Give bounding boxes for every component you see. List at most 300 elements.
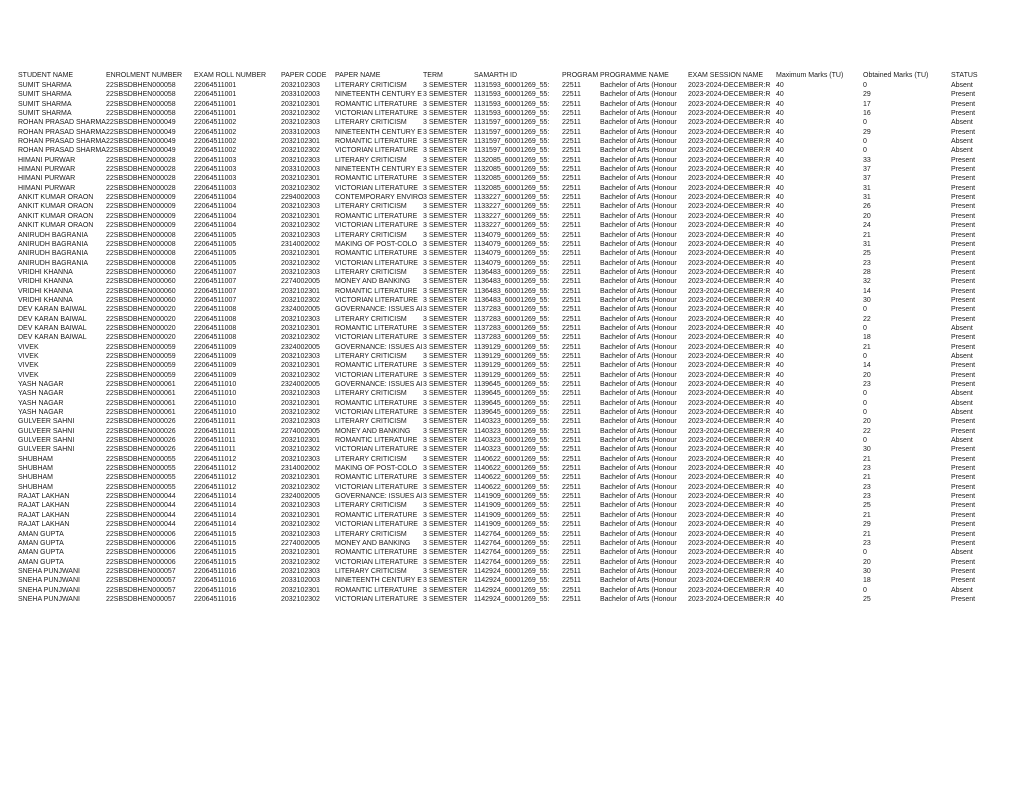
cell-exam-session-name: 2023-2024-DECEMBER:R xyxy=(688,539,771,547)
cell-exam-session-name: 2023-2024-DECEMBER:R xyxy=(688,446,771,454)
cell-exam-session-name: 2023-2024-DECEMBER:R xyxy=(688,138,771,146)
cell-obtained-marks: 21 xyxy=(863,343,871,351)
table-row xyxy=(18,221,980,230)
cell-paper-name: ROMANTIC LITERATURE xyxy=(335,100,418,108)
cell-exam-roll-number: 22064511002 xyxy=(194,138,237,146)
table-row xyxy=(18,315,980,324)
cell-exam-session-name: 2023-2024-DECEMBER:R xyxy=(688,250,771,258)
cell-student-name: AMAN GUPTA xyxy=(18,549,64,557)
table-row xyxy=(18,202,980,211)
cell-paper-name: VICTORIAN LITERATURE xyxy=(335,409,418,417)
cell-samarth-id: 1136483_60001269_55: xyxy=(474,278,550,286)
cell-maximum-marks: 40 xyxy=(776,259,784,267)
cell-samarth-id: 1139129_60001269_55: xyxy=(474,362,550,370)
cell-samarth-id: 1139645_60001269_55: xyxy=(474,381,550,388)
cell-samarth-id: 1141909_60001269_55: xyxy=(474,493,550,501)
cell-status: Present xyxy=(951,100,976,108)
cell-obtained-marks: 0 xyxy=(863,147,867,155)
cell-samarth-id: 1134079_60001269_55: xyxy=(474,259,550,267)
table-row xyxy=(18,249,980,258)
cell-paper-code: 2032102303 xyxy=(281,418,320,426)
cell-term: 3 SEMESTER xyxy=(423,156,468,164)
cell-student-name: HIMANI PURWAR xyxy=(18,175,76,183)
cell-maximum-marks: 40 xyxy=(776,166,784,174)
cell-status: Present xyxy=(951,128,976,136)
cell-samarth-id: 1137283_60001269_55: xyxy=(474,306,550,314)
cell-maximum-marks: 40 xyxy=(776,203,784,211)
cell-paper-name: ROMANTIC LITERATURE xyxy=(335,362,418,370)
cell-enrolment-number: 22SBSDBHEN000008 xyxy=(106,250,176,258)
cell-samarth-id: 1140622_60001269_55: xyxy=(474,465,550,473)
cell-obtained-marks: 14 xyxy=(863,362,871,370)
cell-enrolment-number: 22SBSDBHEN000020 xyxy=(106,334,176,342)
cell-exam-session-name: 2023-2024-DECEMBER:R xyxy=(688,586,771,594)
cell-obtained-marks: 20 xyxy=(863,418,871,426)
cell-enrolment-number: 22SBSDBHEN000006 xyxy=(106,539,176,547)
cell-enrolment-number: 22SBSDBHEN000061 xyxy=(106,390,176,398)
cell-enrolment-number: 22SBSDBHEN000057 xyxy=(106,595,176,603)
cell-student-name: SHUBHAM xyxy=(18,474,54,482)
cell-status: Present xyxy=(951,175,976,183)
table-row xyxy=(18,268,980,277)
cell-paper-name: VICTORIAN LITERATURE xyxy=(335,259,418,267)
cell-samarth-id: 1139645_60001269_55: xyxy=(474,390,550,398)
cell-programme-name: Bachelor of Arts (Honour xyxy=(600,231,677,239)
cell-paper-code: 2033102003 xyxy=(281,577,320,585)
cell-exam-roll-number: 22064511016 xyxy=(194,586,237,594)
cell-student-name: SUMIT SHARMA xyxy=(18,91,72,99)
column-header-samarth-id: SAMARTH ID xyxy=(474,72,518,79)
cell-exam-session-name: 2023-2024-DECEMBER:R xyxy=(688,128,771,136)
cell-exam-roll-number: 22064511011 xyxy=(194,427,236,435)
cell-program: 22511 xyxy=(562,231,581,239)
cell-term: 3 SEMESTER xyxy=(423,147,468,155)
cell-program: 22511 xyxy=(562,259,581,267)
cell-maximum-marks: 40 xyxy=(776,91,784,99)
cell-status: Present xyxy=(951,194,976,202)
cell-paper-name: LITERARY CRITICISM xyxy=(335,418,407,426)
cell-status: Present xyxy=(951,427,976,435)
cell-paper-code: 2032102301 xyxy=(281,212,320,220)
cell-status: Absent xyxy=(951,409,973,417)
cell-paper-code: 2324002005 xyxy=(281,381,320,388)
cell-enrolment-number: 22SBSDBHEN000059 xyxy=(106,343,176,351)
cell-samarth-id: 1139129_60001269_55: xyxy=(474,352,550,360)
cell-samarth-id: 1142924_60001269_55: xyxy=(474,577,550,585)
cell-programme-name: Bachelor of Arts (Honour xyxy=(600,595,677,603)
cell-programme-name: Bachelor of Arts (Honour xyxy=(600,203,677,211)
cell-samarth-id: 1132085_60001269_55: xyxy=(474,184,550,192)
cell-exam-roll-number: 22064511015 xyxy=(194,558,237,566)
table-row xyxy=(18,361,980,370)
cell-student-name: HIMANI PURWAR xyxy=(18,156,76,164)
cell-paper-name: VICTORIAN LITERATURE xyxy=(335,296,418,304)
cell-samarth-id: 1140323_60001269_55: xyxy=(474,446,550,454)
cell-status: Present xyxy=(951,334,976,342)
cell-exam-roll-number: 22064511010 xyxy=(194,390,237,398)
cell-term: 3 SEMESTER xyxy=(423,110,468,118)
cell-exam-roll-number: 22064511012 xyxy=(194,455,237,463)
table-row xyxy=(18,146,980,155)
cell-student-name: DEV KARAN BAIWAL xyxy=(18,324,87,332)
cell-paper-name: LITERARY CRITICISM xyxy=(335,119,407,127)
cell-student-name: GULVEER SAHNI xyxy=(18,418,75,426)
cell-obtained-marks: 23 xyxy=(863,483,871,491)
cell-enrolment-number: 22SBSDBHEN000026 xyxy=(106,418,176,426)
cell-exam-roll-number: 22064511011 xyxy=(194,446,236,454)
cell-enrolment-number: 22SBSDBHEN000049 xyxy=(106,138,176,146)
cell-paper-code: 2032102302 xyxy=(281,595,320,603)
cell-programme-name: Bachelor of Arts (Honour xyxy=(600,511,677,519)
header-row xyxy=(18,71,980,81)
cell-paper-name: ROMANTIC LITERATURE xyxy=(335,287,418,295)
cell-program: 22511 xyxy=(562,390,581,398)
cell-obtained-marks: 37 xyxy=(863,175,871,183)
cell-term: 3 SEMESTER xyxy=(423,390,468,398)
cell-student-name: SUMIT SHARMA xyxy=(18,100,72,108)
cell-program: 22511 xyxy=(562,493,581,501)
cell-paper-code: 2032102301 xyxy=(281,175,320,183)
cell-maximum-marks: 40 xyxy=(776,409,784,417)
cell-maximum-marks: 40 xyxy=(776,128,784,136)
column-header-obtained-marks: Obtained Marks (TU) xyxy=(863,72,929,79)
cell-status: Present xyxy=(951,250,976,258)
cell-program: 22511 xyxy=(562,418,581,426)
cell-term: 3 SEMESTER xyxy=(423,287,468,295)
cell-program: 22511 xyxy=(562,362,581,370)
cell-exam-roll-number: 22064511008 xyxy=(194,306,237,314)
cell-exam-session-name: 2023-2024-DECEMBER:R xyxy=(688,296,771,304)
cell-paper-name: ROMANTIC LITERATURE xyxy=(335,549,418,557)
cell-enrolment-number: 22SBSDBHEN000006 xyxy=(106,558,176,566)
cell-program: 22511 xyxy=(562,502,581,510)
cell-enrolment-number: 22SBSDBHEN000009 xyxy=(106,203,176,211)
cell-term: 3 SEMESTER xyxy=(423,119,468,127)
column-header-enrolment-number: ENROLMENT NUMBER xyxy=(106,72,183,79)
cell-term: 3 SEMESTER xyxy=(423,222,468,230)
cell-paper-name: MONEY AND BANKING xyxy=(335,278,411,286)
cell-obtained-marks: 21 xyxy=(863,231,871,239)
cell-status: Absent xyxy=(951,549,973,557)
cell-samarth-id: 1141909_60001269_55: xyxy=(474,502,550,510)
cell-student-name: HIMANI PURWAR xyxy=(18,166,76,174)
cell-program: 22511 xyxy=(562,175,581,183)
table-row xyxy=(18,445,980,454)
cell-program: 22511 xyxy=(562,296,581,304)
cell-paper-name: NINETEENTH CENTURY E xyxy=(335,128,422,136)
cell-obtained-marks: 16 xyxy=(863,110,871,118)
cell-exam-session-name: 2023-2024-DECEMBER:R xyxy=(688,268,771,276)
cell-enrolment-number: 22SBSDBHEN000057 xyxy=(106,567,176,575)
cell-enrolment-number: 22SBSDBHEN000058 xyxy=(106,82,176,89)
cell-samarth-id: 1139129_60001269_55: xyxy=(474,371,550,379)
cell-enrolment-number: 22SBSDBHEN000055 xyxy=(106,474,176,482)
cell-paper-code: 2032102301 xyxy=(281,399,320,407)
cell-status: Present xyxy=(951,511,976,519)
table-row xyxy=(18,137,980,146)
cell-term: 3 SEMESTER xyxy=(423,521,468,529)
cell-enrolment-number: 22SBSDBHEN000006 xyxy=(106,549,176,557)
cell-enrolment-number: 22SBSDBHEN000006 xyxy=(106,530,176,538)
cell-samarth-id: 1139645_60001269_55: xyxy=(474,409,550,417)
cell-exam-session-name: 2023-2024-DECEMBER:R xyxy=(688,212,771,220)
cell-paper-code: 2032102303 xyxy=(281,156,320,164)
cell-paper-code: 2032102303 xyxy=(281,502,320,510)
cell-paper-name: VICTORIAN LITERATURE xyxy=(335,371,418,379)
cell-obtained-marks: 29 xyxy=(863,128,871,136)
cell-student-name: YASH NAGAR xyxy=(18,381,64,388)
cell-paper-code: 2032102302 xyxy=(281,409,320,417)
cell-enrolment-number: 22SBSDBHEN000049 xyxy=(106,128,176,136)
cell-samarth-id: 1132085_60001269_55: xyxy=(474,175,550,183)
cell-status: Present xyxy=(951,558,976,566)
cell-maximum-marks: 40 xyxy=(776,549,784,557)
cell-term: 3 SEMESTER xyxy=(423,427,468,435)
cell-exam-session-name: 2023-2024-DECEMBER:R xyxy=(688,166,771,174)
cell-exam-session-name: 2023-2024-DECEMBER:R xyxy=(688,184,771,192)
cell-paper-code: 2032102303 xyxy=(281,567,320,575)
cell-exam-roll-number: 22064511001 xyxy=(194,82,237,89)
cell-exam-session-name: 2023-2024-DECEMBER:R xyxy=(688,465,771,473)
cell-paper-code: 2032102301 xyxy=(281,250,320,258)
cell-student-name: AMAN GUPTA xyxy=(18,558,64,566)
cell-obtained-marks: 22 xyxy=(863,427,871,435)
table-row xyxy=(18,473,980,482)
cell-term: 3 SEMESTER xyxy=(423,399,468,407)
cell-paper-code: 2032102301 xyxy=(281,511,320,519)
cell-samarth-id: 1137283_60001269_55: xyxy=(474,334,550,342)
cell-paper-code: 2033102003 xyxy=(281,166,320,174)
cell-exam-session-name: 2023-2024-DECEMBER:R xyxy=(688,222,771,230)
cell-enrolment-number: 22SBSDBHEN000044 xyxy=(106,493,176,501)
cell-term: 3 SEMESTER xyxy=(423,558,468,566)
cell-paper-code: 2032102302 xyxy=(281,110,320,118)
cell-programme-name: Bachelor of Arts (Honour xyxy=(600,278,677,286)
cell-obtained-marks: 37 xyxy=(863,166,871,174)
cell-program: 22511 xyxy=(562,287,581,295)
cell-status: Present xyxy=(951,539,976,547)
cell-programme-name: Bachelor of Arts (Honour xyxy=(600,110,677,118)
cell-student-name: YASH NAGAR xyxy=(18,409,64,417)
cell-programme-name: Bachelor of Arts (Honour xyxy=(600,138,677,146)
cell-status: Present xyxy=(951,296,976,304)
cell-programme-name: Bachelor of Arts (Honour xyxy=(600,194,677,202)
column-header-term: TERM xyxy=(423,72,443,79)
cell-paper-name: LITERARY CRITICISM xyxy=(335,530,407,538)
cell-exam-session-name: 2023-2024-DECEMBER:R xyxy=(688,418,771,426)
cell-obtained-marks: 31 xyxy=(863,184,871,192)
cell-obtained-marks: 21 xyxy=(863,530,871,538)
cell-paper-name: ROMANTIC LITERATURE xyxy=(335,511,418,519)
cell-status: Present xyxy=(951,418,976,426)
cell-enrolment-number: 22SBSDBHEN000049 xyxy=(106,119,176,127)
cell-status: Present xyxy=(951,483,976,491)
cell-maximum-marks: 40 xyxy=(776,427,784,435)
cell-samarth-id: 1142764_60001269_55: xyxy=(474,539,550,547)
cell-exam-roll-number: 22064511007 xyxy=(194,296,237,304)
cell-student-name: SNEHA PUNJWANI xyxy=(18,577,80,585)
cell-paper-name: VICTORIAN LITERATURE xyxy=(335,521,418,529)
cell-program: 22511 xyxy=(562,399,581,407)
cell-samarth-id: 1142924_60001269_55: xyxy=(474,586,550,594)
cell-student-name: AMAN GUPTA xyxy=(18,539,64,547)
cell-exam-roll-number: 22064511016 xyxy=(194,577,237,585)
table-row xyxy=(18,520,980,529)
cell-program: 22511 xyxy=(562,558,581,566)
cell-status: Present xyxy=(951,278,976,286)
cell-status: Absent xyxy=(951,390,973,398)
cell-maximum-marks: 40 xyxy=(776,352,784,360)
cell-exam-roll-number: 22064511014 xyxy=(194,493,237,501)
cell-paper-code: 2032102303 xyxy=(281,530,320,538)
cell-student-name: YASH NAGAR xyxy=(18,390,64,398)
cell-exam-session-name: 2023-2024-DECEMBER:R xyxy=(688,100,771,108)
cell-program: 22511 xyxy=(562,539,581,547)
cell-obtained-marks: 21 xyxy=(863,474,871,482)
column-header-paper-name: PAPER NAME xyxy=(335,72,381,79)
cell-enrolment-number: 22SBSDBHEN000060 xyxy=(106,287,176,295)
cell-program: 22511 xyxy=(562,455,581,463)
cell-exam-session-name: 2023-2024-DECEMBER:R xyxy=(688,474,771,482)
cell-exam-roll-number: 22064511004 xyxy=(194,203,237,211)
cell-samarth-id: 1131597_60001269_55: xyxy=(474,128,550,136)
cell-program: 22511 xyxy=(562,343,581,351)
cell-samarth-id: 1133227_60001269_55: xyxy=(474,194,550,202)
cell-status: Present xyxy=(951,166,976,174)
cell-exam-session-name: 2023-2024-DECEMBER:R xyxy=(688,194,771,202)
cell-exam-roll-number: 22064511014 xyxy=(194,511,237,519)
cell-term: 3 SEMESTER xyxy=(423,315,468,323)
cell-samarth-id: 1132085_60001269_55: xyxy=(474,156,550,164)
cell-programme-name: Bachelor of Arts (Honour xyxy=(600,521,677,529)
cell-student-name: DEV KARAN BAIWAL xyxy=(18,315,87,323)
cell-student-name: RAJAT LAKHAN xyxy=(18,493,70,501)
cell-maximum-marks: 40 xyxy=(776,306,784,314)
cell-enrolment-number: 22SBSDBHEN000058 xyxy=(106,100,176,108)
cell-term: 3 SEMESTER xyxy=(423,352,468,360)
cell-paper-code: 2294002003 xyxy=(281,194,320,202)
cell-exam-session-name: 2023-2024-DECEMBER:R xyxy=(688,82,771,89)
cell-paper-code: 2032102301 xyxy=(281,586,320,594)
cell-program: 22511 xyxy=(562,381,581,388)
table-row xyxy=(18,530,980,539)
table-row xyxy=(18,417,980,426)
cell-student-name: GULVEER SAHNI xyxy=(18,446,75,454)
cell-exam-session-name: 2023-2024-DECEMBER:R xyxy=(688,147,771,155)
cell-term: 3 SEMESTER xyxy=(423,577,468,585)
cell-term: 3 SEMESTER xyxy=(423,194,468,202)
cell-samarth-id: 1131593_60001269_55: xyxy=(474,100,550,108)
cell-term: 3 SEMESTER xyxy=(423,250,468,258)
cell-paper-code: 2032102302 xyxy=(281,558,320,566)
cell-paper-code: 2033102003 xyxy=(281,91,320,99)
cell-program: 22511 xyxy=(562,250,581,258)
cell-paper-code: 2324002005 xyxy=(281,343,320,351)
cell-maximum-marks: 40 xyxy=(776,175,784,183)
cell-programme-name: Bachelor of Arts (Honour xyxy=(600,362,677,370)
cell-obtained-marks: 25 xyxy=(863,595,871,603)
cell-term: 3 SEMESTER xyxy=(423,231,468,239)
cell-exam-roll-number: 22064511007 xyxy=(194,287,237,295)
cell-programme-name: Bachelor of Arts (Honour xyxy=(600,184,677,192)
cell-status: Present xyxy=(951,306,976,314)
cell-paper-name: ROMANTIC LITERATURE xyxy=(335,212,418,220)
cell-enrolment-number: 22SBSDBHEN000009 xyxy=(106,194,176,202)
cell-status: Present xyxy=(951,371,976,379)
cell-program: 22511 xyxy=(562,278,581,286)
cell-program: 22511 xyxy=(562,595,581,603)
cell-paper-name: LITERARY CRITICISM xyxy=(335,352,407,360)
cell-term: 3 SEMESTER xyxy=(423,586,468,594)
cell-programme-name: Bachelor of Arts (Honour xyxy=(600,399,677,407)
cell-maximum-marks: 40 xyxy=(776,324,784,332)
cell-programme-name: Bachelor of Arts (Honour xyxy=(600,483,677,491)
cell-samarth-id: 1142924_60001269_55: xyxy=(474,595,550,603)
cell-programme-name: Bachelor of Arts (Honour xyxy=(600,558,677,566)
cell-maximum-marks: 40 xyxy=(776,465,784,473)
table-row xyxy=(18,81,980,90)
cell-student-name: SNEHA PUNJWANI xyxy=(18,586,80,594)
cell-paper-name: VICTORIAN LITERATURE xyxy=(335,483,418,491)
cell-paper-name: NINETEENTH CENTURY E xyxy=(335,577,422,585)
cell-status: Absent xyxy=(951,147,973,155)
column-header-program: PROGRAM xyxy=(562,72,599,79)
cell-exam-session-name: 2023-2024-DECEMBER:R xyxy=(688,278,771,286)
cell-program: 22511 xyxy=(562,306,581,314)
cell-enrolment-number: 22SBSDBHEN000028 xyxy=(106,156,176,164)
cell-exam-roll-number: 22064511016 xyxy=(194,567,237,575)
cell-obtained-marks: 20 xyxy=(863,371,871,379)
cell-programme-name: Bachelor of Arts (Honour xyxy=(600,315,677,323)
cell-student-name: ROHAN PRASAD SHARMA xyxy=(18,119,106,127)
cell-maximum-marks: 40 xyxy=(776,222,784,230)
cell-maximum-marks: 40 xyxy=(776,138,784,146)
cell-programme-name: Bachelor of Arts (Honour xyxy=(600,91,677,99)
cell-paper-name: ROMANTIC LITERATURE xyxy=(335,586,418,594)
cell-status: Absent xyxy=(951,352,973,360)
cell-exam-roll-number: 22064511007 xyxy=(194,268,237,276)
cell-paper-code: 2032102303 xyxy=(281,315,320,323)
cell-exam-roll-number: 22064511009 xyxy=(194,343,237,351)
cell-paper-code: 2032102301 xyxy=(281,287,320,295)
cell-obtained-marks: 0 xyxy=(863,390,867,398)
cell-term: 3 SEMESTER xyxy=(423,381,468,388)
cell-programme-name: Bachelor of Arts (Honour xyxy=(600,166,677,174)
cell-obtained-marks: 31 xyxy=(863,194,871,202)
cell-student-name: ROHAN PRASAD SHARMA xyxy=(18,138,106,146)
cell-samarth-id: 1134079_60001269_55: xyxy=(474,240,550,248)
cell-enrolment-number: 22SBSDBHEN000061 xyxy=(106,381,176,388)
cell-paper-code: 2274002005 xyxy=(281,539,320,547)
cell-term: 3 SEMESTER xyxy=(423,371,468,379)
cell-program: 22511 xyxy=(562,212,581,220)
cell-program: 22511 xyxy=(562,128,581,136)
cell-paper-name: ROMANTIC LITERATURE xyxy=(335,175,418,183)
cell-term: 3 SEMESTER xyxy=(423,278,468,286)
cell-programme-name: Bachelor of Arts (Honour xyxy=(600,334,677,342)
cell-term: 3 SEMESTER xyxy=(423,567,468,575)
cell-status: Present xyxy=(951,446,976,454)
table-row xyxy=(18,371,980,380)
column-header-status: STATUS xyxy=(951,72,978,79)
cell-maximum-marks: 40 xyxy=(776,381,784,388)
cell-exam-roll-number: 22064511005 xyxy=(194,250,237,258)
cell-status: Absent xyxy=(951,586,973,594)
cell-maximum-marks: 40 xyxy=(776,483,784,491)
table-row xyxy=(18,193,980,202)
cell-exam-session-name: 2023-2024-DECEMBER:R xyxy=(688,530,771,538)
cell-term: 3 SEMESTER xyxy=(423,334,468,342)
